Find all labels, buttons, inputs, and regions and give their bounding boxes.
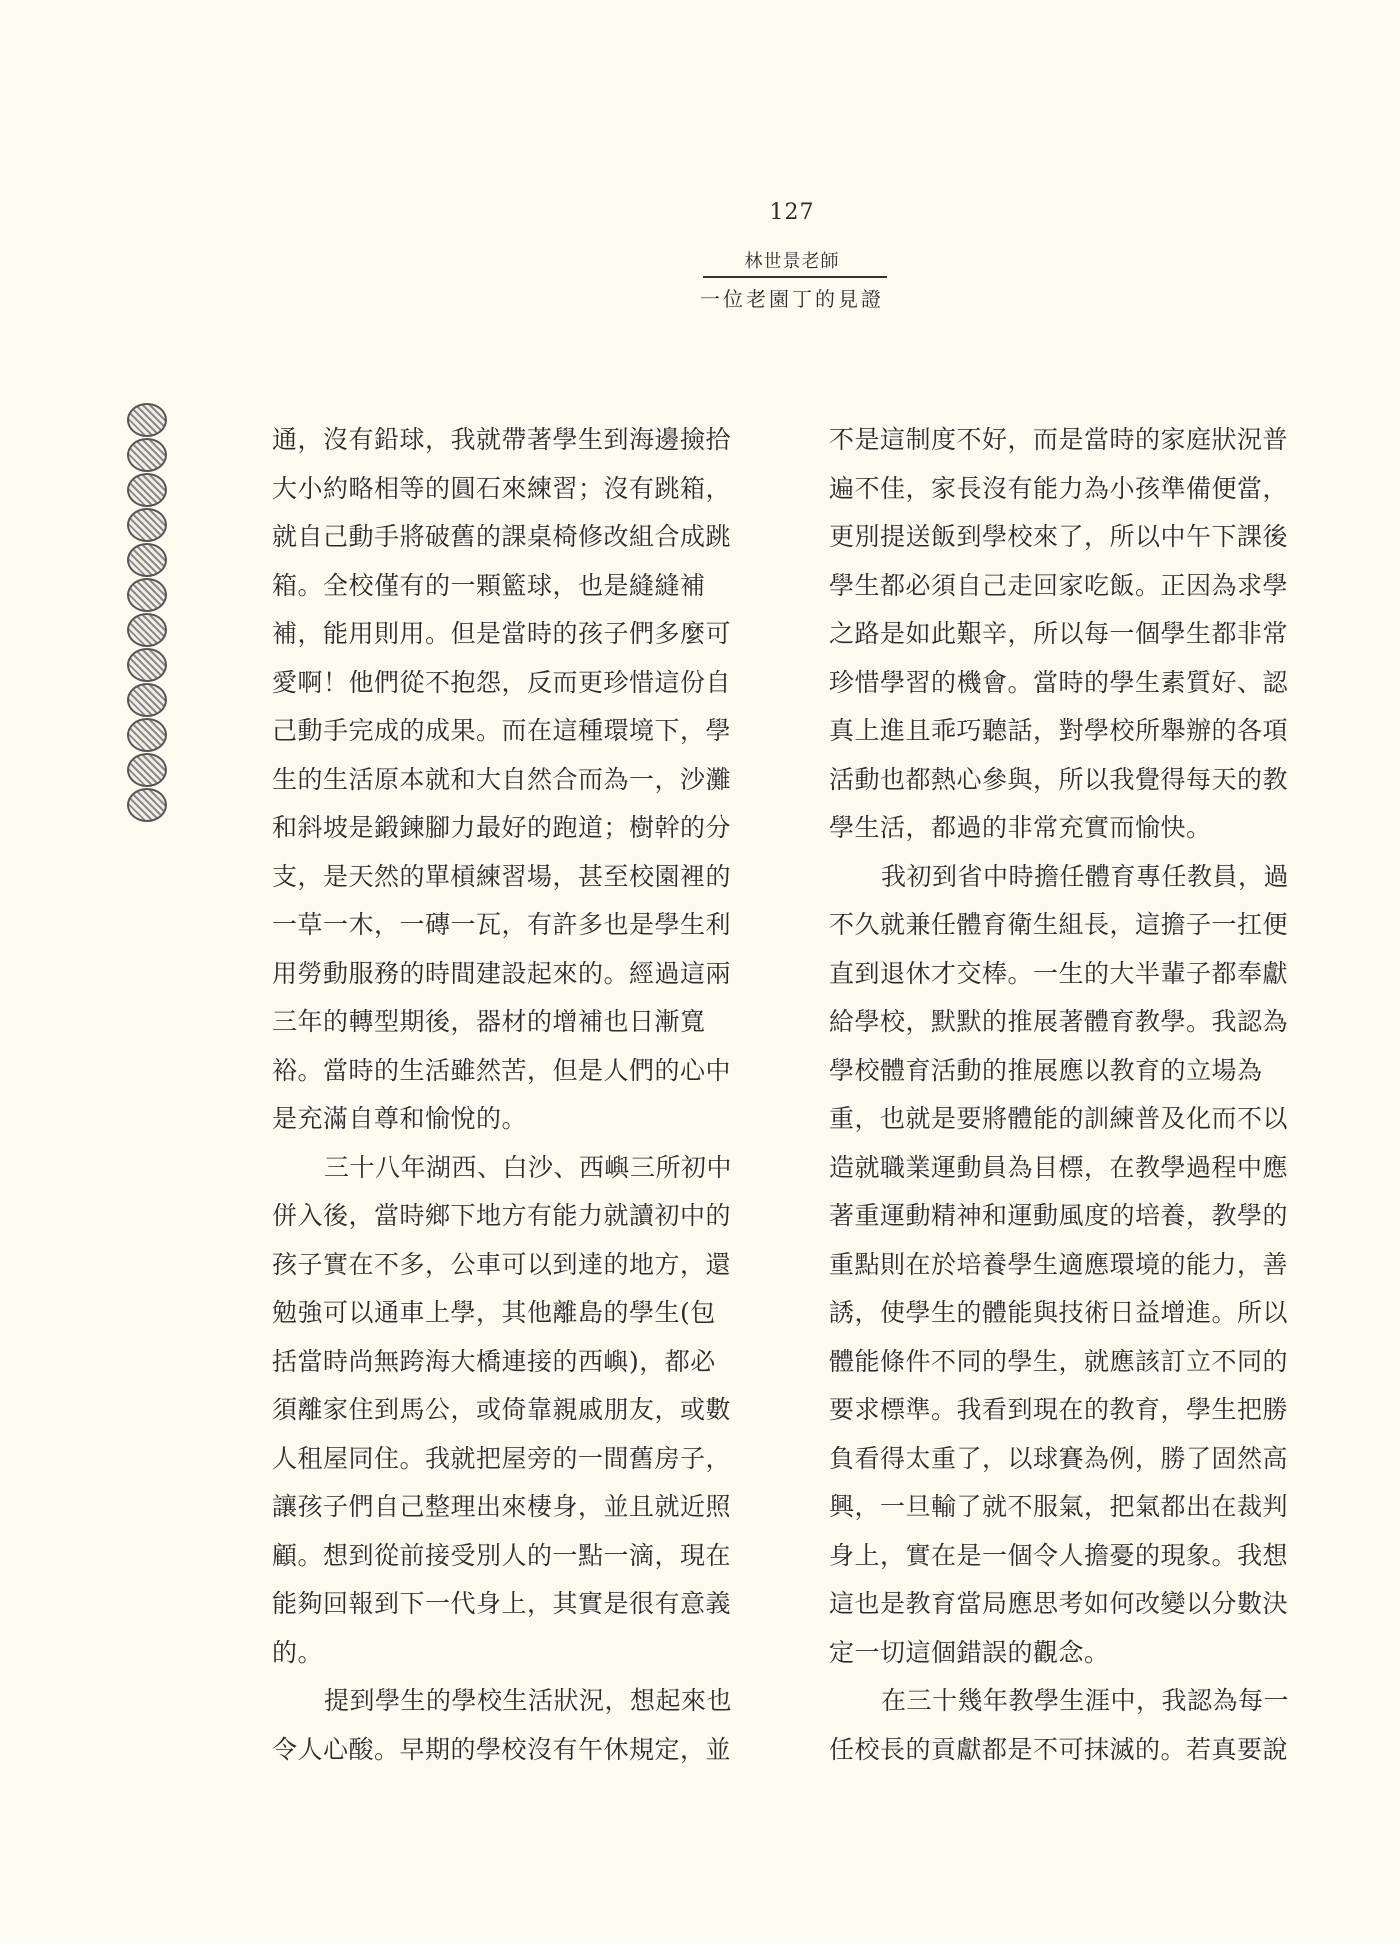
text-line: 人租屋同住。我就把屋旁的一間舊房子， bbox=[272, 1443, 732, 1473]
text-line: 大小約略相等的圓石來練習；沒有跳箱， bbox=[272, 473, 732, 503]
text-line: 重，也就是要將體能的訓練普及化而不以 bbox=[829, 1104, 1289, 1133]
text-line: 體能條件不同的學生，就應該訂立不同的 bbox=[829, 1346, 1289, 1376]
header-divider bbox=[703, 276, 887, 278]
text-line: 遍不佳，家長沒有能力為小孩準備便當， bbox=[829, 473, 1289, 503]
text-line: 三年的轉型期後，器材的增補也日漸寬 bbox=[272, 1007, 706, 1036]
right-text-column bbox=[829, 416, 1289, 1774]
text-line: 顧。想到從前接受別人的一點一滴，現在 bbox=[272, 1540, 732, 1570]
text-line: 勉強可以通車上學，其他離島的學生(包 bbox=[272, 1298, 716, 1327]
text-line: 在三十幾年教學生涯中，我認為每一 bbox=[881, 1686, 1290, 1715]
paragraph bbox=[829, 416, 1289, 853]
seal-icon bbox=[127, 683, 167, 717]
paragraph bbox=[829, 853, 1289, 1678]
text-line: 讓孩子們自己整理出來棲身，並且就近照 bbox=[272, 1492, 732, 1521]
text-line: 生的生活原本就和大自然合而為一，沙灘 bbox=[272, 764, 732, 794]
seal-icon bbox=[127, 473, 167, 507]
text-line: 提到學生的學校生活狀況，想起來也 bbox=[324, 1686, 733, 1715]
seal-icon bbox=[127, 788, 167, 822]
paragraph bbox=[272, 1677, 732, 1774]
text-line: 學生都必須自己走回家吃飯。正因為求學 bbox=[829, 570, 1289, 600]
text-line: 通，沒有鉛球，我就帶著學生到海邊撿拾 bbox=[272, 425, 732, 454]
paragraph bbox=[272, 1144, 732, 1678]
text-line: 令人心酸。早期的學校沒有午休規定，並 bbox=[272, 1734, 732, 1764]
seal-icon bbox=[127, 543, 167, 577]
text-line: 重點則在於培養學生適應環境的能力，善 bbox=[829, 1249, 1289, 1279]
text-line: 不是這制度不好，而是當時的家庭狀況普 bbox=[829, 425, 1289, 454]
text-line: 一草一木，一磚一瓦，有許多也是學生利 bbox=[272, 910, 732, 939]
text-line: 己動手完成的成果。而在這種環境下，學 bbox=[272, 716, 732, 745]
seal-icon bbox=[127, 718, 167, 752]
text-line: 補，能用則用。但是當時的孩子們多麼可 bbox=[272, 619, 732, 648]
text-line: 須離家住到馬公，或倚靠親戚朋友，或數 bbox=[272, 1395, 732, 1424]
book-title: 一位老園丁的見證 bbox=[700, 287, 884, 311]
text-line: 不久就兼任體育衛生組長，這擔子一扛便 bbox=[829, 910, 1289, 939]
text-line: 孩子實在不多，公車可以到達的地方，還 bbox=[272, 1249, 732, 1279]
text-line: 負看得太重了，以球賽為例，勝了固然高 bbox=[829, 1443, 1289, 1473]
seal-icon bbox=[127, 508, 167, 542]
text-line: 之路是如此艱辛，所以每一個學生都非常 bbox=[829, 619, 1289, 648]
text-line: 定一切這個錯誤的觀念。 bbox=[829, 1637, 1110, 1667]
text-line: 就自己動手將破舊的課桌椅修改組合成跳 bbox=[272, 522, 732, 551]
text-line: 和斜坡是鍛鍊腳力最好的跑道；樹幹的分 bbox=[272, 813, 732, 842]
text-line: 誘，使學生的體能與技術日益增進。所以 bbox=[829, 1298, 1289, 1327]
seal-icon bbox=[127, 613, 167, 647]
seal-icon bbox=[127, 403, 167, 437]
text-line: 箱。全校僅有的一顆籃球，也是縫縫補 bbox=[272, 570, 706, 600]
seal-ornament-strip bbox=[127, 403, 171, 823]
text-line: 括當時尚無跨海大橋連接的西嶼)，都必 bbox=[272, 1346, 716, 1376]
text-line: 給學校，默默的推展著體育教學。我認為 bbox=[829, 1007, 1289, 1036]
text-line: 愛啊！他們從不抱怨，反而更珍惜這份自 bbox=[272, 667, 732, 697]
text-line: 活動也都熱心參與，所以我覺得每天的教 bbox=[829, 764, 1289, 794]
author-name: 林世景老師 bbox=[744, 251, 840, 272]
text-line: 身上，實在是一個令人擔憂的現象。我想 bbox=[829, 1540, 1289, 1570]
text-line: 珍惜學習的機會。當時的學生素質好、認 bbox=[829, 667, 1289, 697]
text-line: 併入後，當時鄉下地方有能力就讀初中的 bbox=[272, 1201, 732, 1230]
text-line: 造就職業運動員為目標，在教學過程中應 bbox=[829, 1152, 1289, 1182]
seal-icon bbox=[127, 753, 167, 787]
seal-icon bbox=[127, 438, 167, 472]
text-line: 任校長的貢獻都是不可抹滅的。若真要說 bbox=[829, 1734, 1289, 1764]
text-line: 的。 bbox=[272, 1637, 324, 1667]
paragraph bbox=[272, 416, 732, 1144]
left-text-column bbox=[272, 416, 732, 1774]
text-line: 三十八年湖西、白沙、西嶼三所初中 bbox=[324, 1152, 733, 1182]
text-line: 要求標準。我看到現在的教育，學生把勝 bbox=[829, 1395, 1289, 1424]
text-line: 用勞動服務的時間建設起來的。經過這兩 bbox=[272, 958, 732, 988]
seal-icon bbox=[127, 648, 167, 682]
text-line: 直到退休才交棒。一生的大半輩子都奉獻 bbox=[829, 958, 1289, 988]
text-line: 著重運動精神和運動風度的培養，教學的 bbox=[829, 1201, 1289, 1230]
seal-icon bbox=[127, 578, 167, 612]
paragraph bbox=[829, 1677, 1289, 1774]
text-line: 真上進且乖巧聽話，對學校所舉辦的各項 bbox=[829, 716, 1289, 745]
page-number: 127 bbox=[769, 200, 815, 225]
text-line: 我初到省中時擔任體育專任教員，過 bbox=[881, 861, 1290, 891]
text-line: 支，是天然的單槓練習場，甚至校園裡的 bbox=[272, 861, 732, 891]
text-line: 裕。當時的生活雖然苦，但是人們的心中 bbox=[272, 1055, 732, 1085]
text-line: 學生活，都過的非常充實而愉快。 bbox=[829, 813, 1212, 842]
text-line: 學校體育活動的推展應以教育的立場為 bbox=[829, 1055, 1263, 1085]
text-line: 是充滿自尊和愉悅的。 bbox=[272, 1104, 528, 1133]
text-line: 這也是教育當局應思考如何改變以分數決 bbox=[829, 1589, 1289, 1618]
text-line: 能夠回報到下一代身上，其實是很有意義 bbox=[272, 1589, 732, 1618]
text-line: 更別提送飯到學校來了，所以中午下課後 bbox=[829, 522, 1289, 551]
text-line: 興，一旦輸了就不服氣，把氣都出在裁判 bbox=[829, 1492, 1289, 1521]
